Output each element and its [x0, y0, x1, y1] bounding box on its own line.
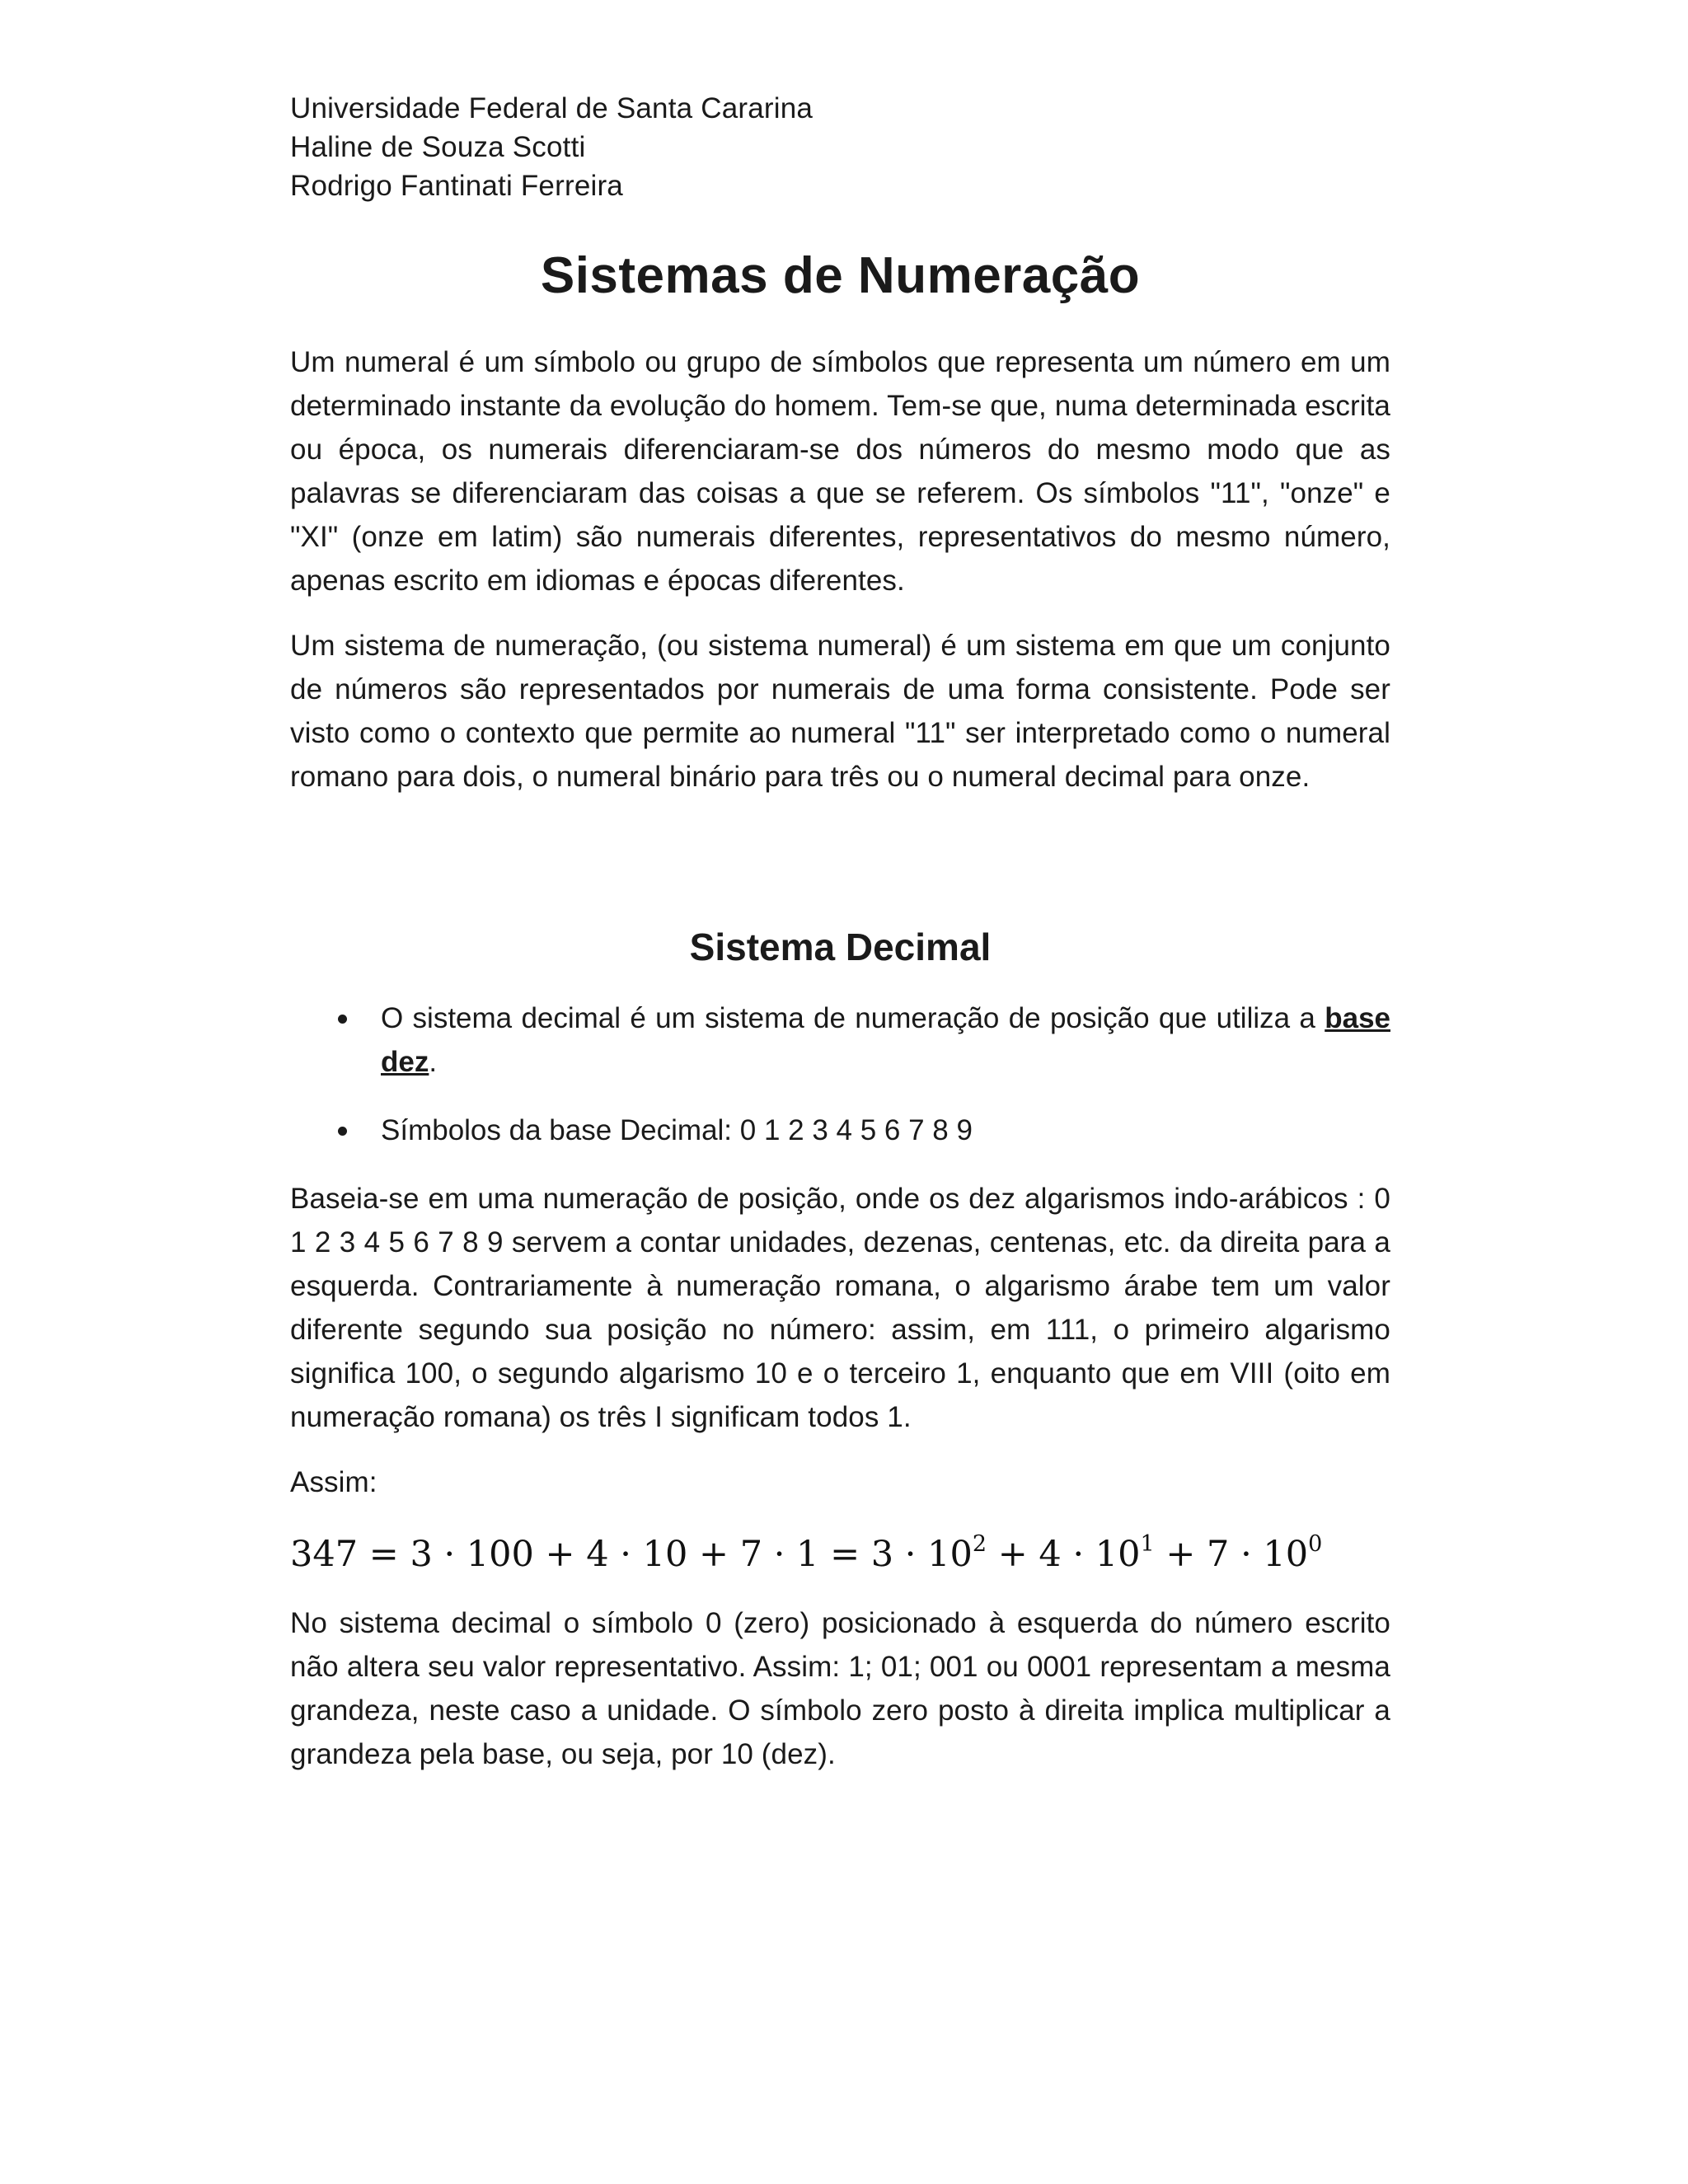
university-name: Universidade Federal de Santa Cararina	[290, 92, 814, 124]
formula-part: 347 = 3 · 100 + 4 · 10 + 7 · 1 = 3 · 10	[290, 1534, 973, 1575]
bullet-icon	[338, 1015, 347, 1024]
formula-part: + 7 · 10	[1154, 1534, 1309, 1575]
author-name: Rodrigo Fantinati Ferreira	[290, 170, 623, 202]
bullet-icon	[338, 1127, 347, 1136]
bullet-text: Símbolos da base Decimal: 0 1 2 3 4 5 6 7 8 9	[381, 1114, 973, 1146]
section-title: Sistema Decimal	[689, 926, 992, 968]
formula-part: + 4 · 10	[987, 1534, 1141, 1575]
intro-paragraph: Um sistema de numeração, (ou sistema numeral) é um sistema em que um conjunto de números são representados por numerais de uma forma consistente. Pode ser visto como o contexto que permite ao numeral "11" ser interpretado como o numeral romano para dois, o numeral binário para três ou o numeral decimal para onze.	[290, 630, 1390, 793]
formula	[290, 1526, 1390, 1583]
formula-exponent: 1	[1140, 1531, 1155, 1557]
page-title: Sistemas de Numeração	[540, 247, 1141, 304]
intro-paragraph: Um numeral é um símbolo ou grupo de símbolos que representa um número em um determinado instante da evolução do homem. Tem-se que, numa determinada escrita ou época, os numerais diferenciaram-se dos números do mesmo modo que as palavras se diferenciaram das coisas a que se referem. Os símbolos "11", "onze" e "XI" (onze em latim) são numerais diferentes, representativos do mesmo número, apenas escrito em idiomas e épocas diferentes.	[290, 346, 1390, 597]
bullet-text: O sistema decimal é um sistema de numeração de posição que utiliza a	[381, 1002, 1325, 1034]
bullet-text-end: .	[429, 1046, 438, 1078]
bullet-list	[290, 996, 1390, 1152]
assim-label: Assim:	[290, 1466, 377, 1498]
body-paragraph: No sistema decimal o símbolo 0 (zero) posicionado à esquerda do número escrito não altera seu valor representativo. Assim: 1; 01; 001 ou 0001 representam a mesma grandeza, neste caso a unidade. O símbolo zero posto à direita implica multiplicar a grandeza pela base, ou seja, por 10 (dez).	[290, 1607, 1390, 1770]
author-name: Haline de Souza Scotti	[290, 131, 586, 163]
list-item	[290, 996, 1390, 1084]
body-paragraph: Baseia-se em uma numeração de posição, onde os dez algarismos indo-arábicos : 0 1 2 3 4 5 6 7 8 9 servem a contar unidades, dezenas, centenas, etc. da direita para a esquerda. Contrariamente à numeração romana, o algarismo árabe tem um valor diferente segundo sua posição no número: assim, em 111, o primeiro algarismo significa 100, o segundo algarismo 10 e o terceiro 1, enquanto que em VIII (oito em numeração romana) os três I significam todos 1.	[290, 1183, 1390, 1433]
base-dez-link[interactable]: base dez	[381, 1002, 1390, 1078]
formula-exponent: 2	[972, 1531, 987, 1557]
list-item	[290, 1108, 1390, 1152]
formula-exponent: 0	[1308, 1531, 1323, 1557]
document-page	[290, 89, 1390, 1797]
